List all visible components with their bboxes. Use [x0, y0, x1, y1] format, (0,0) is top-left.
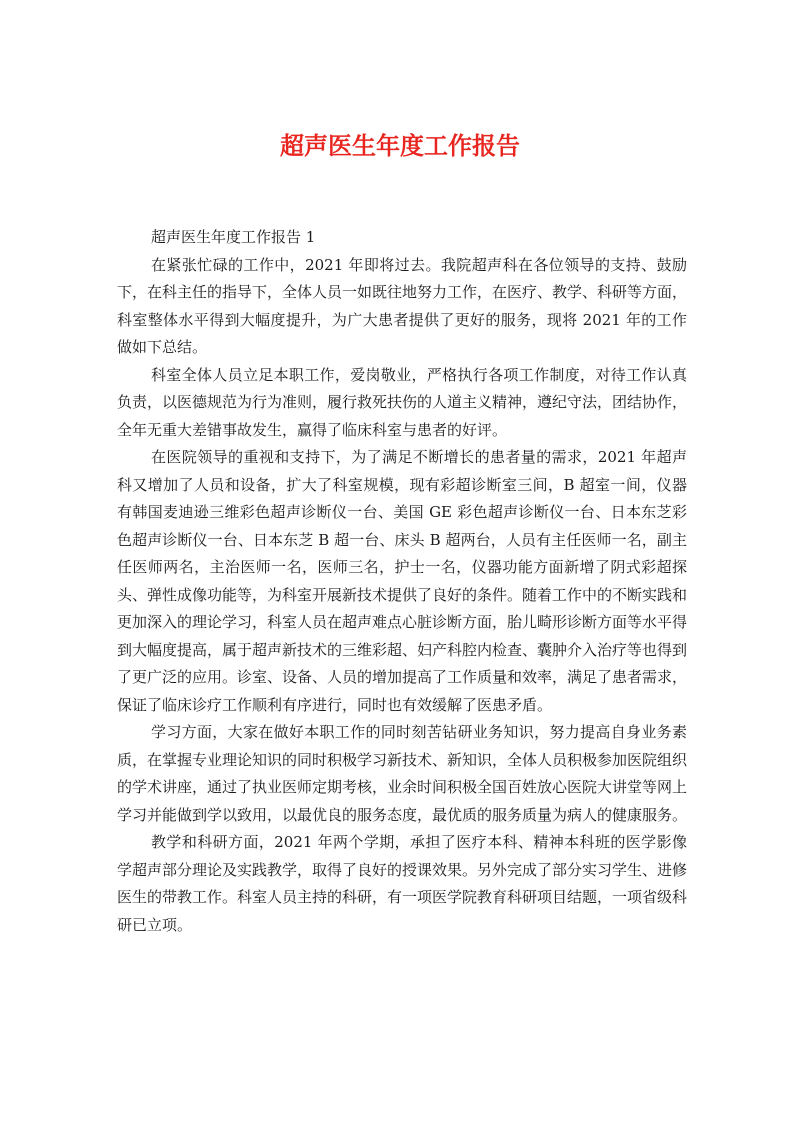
paragraph-study: 学习方面，大家在做好本职工作的同时刻苦钻研业务知识，努力提高自身业务素质，在掌握专业理论知识的同时积极学习新技术、新知识，全体人员积极参加医院组织的学术讲座，通过了执业医师定期考核，业余时间积极全国百姓放心医院大讲堂等网上学习并能做到学以致用，以最优良的服务态度，最优质的服务质量为病人的健康服务。	[117, 723, 688, 824]
document-body	[117, 224, 687, 939]
paragraph-conduct: 科室全体人员立足本职工作，爱岗敬业，严格执行各项工作制度，对待工作认真负责，以医德规范为行为准则，履行救死扶伤的人道主义精神，遵纪守法，团结协作，全年无重大差错事故发生，赢得了临床科室与患者的好评。	[117, 365, 688, 439]
paragraph-teaching: 教学和科研方面，2021 年两个学期，承担了医疗本科、精神本科班的医学影像学超声部分理论及实践教学，取得了良好的授课效果。另外完成了部分实习学生、进修医生的带教工作。科室人员主持的科研，有一项医学院教育科研项目结题，一项省级科研已立项。	[117, 833, 688, 934]
section-heading: 超声医生年度工作报告 1	[151, 228, 316, 246]
paragraph-equipment: 在医院领导的重视和支持下，为了满足不断增长的患者量的需求，2021 年超声科又增加了人员和设备，扩大了科室规模，现有彩超诊断室三间，B 超室一间，仪器有韩国麦迪逊三维彩色超声诊断仪一台、美国 GE 彩色超声诊断仪一台、日本东芝彩色超声诊断仪一台、日本东芝 B 超一台、床头 B 超两台，人员有主任医师一名，副主任医师两名，主治医师一名，医师三名，护士一名，仪器功能方面新增了阴式彩超探头、弹性成像功能等，为科室开展新技术提供了良好的条件。随着工作中的不断实践和更加深入的理论学习，科室人员在超声难点心脏诊断方面，胎儿畸形诊断方面等水平得到大幅度提高，属于超声新技术的三维彩超、妇产科腔内检查、囊肿介入治疗等也得到了更广泛的应用。诊室、设备、人员的增加提高了工作质量和效率，满足了患者需求，保证了临床诊疗工作顺利有序进行，同时也有效缓解了医患矛盾。	[117, 448, 688, 714]
paragraph-intro: 在紧张忙碌的工作中，2021 年即将过去。我院超声科在各位领导的支持、鼓励下，在科主任的指导下，全体人员一如既往地努力工作，在医疗、教学、科研等方面，科室整体水平得到大幅度提升，为广大患者提供了更好的服务，现将 2021 年的工作做如下总结。	[117, 255, 688, 356]
document-title: 超声医生年度工作报告	[280, 131, 520, 160]
